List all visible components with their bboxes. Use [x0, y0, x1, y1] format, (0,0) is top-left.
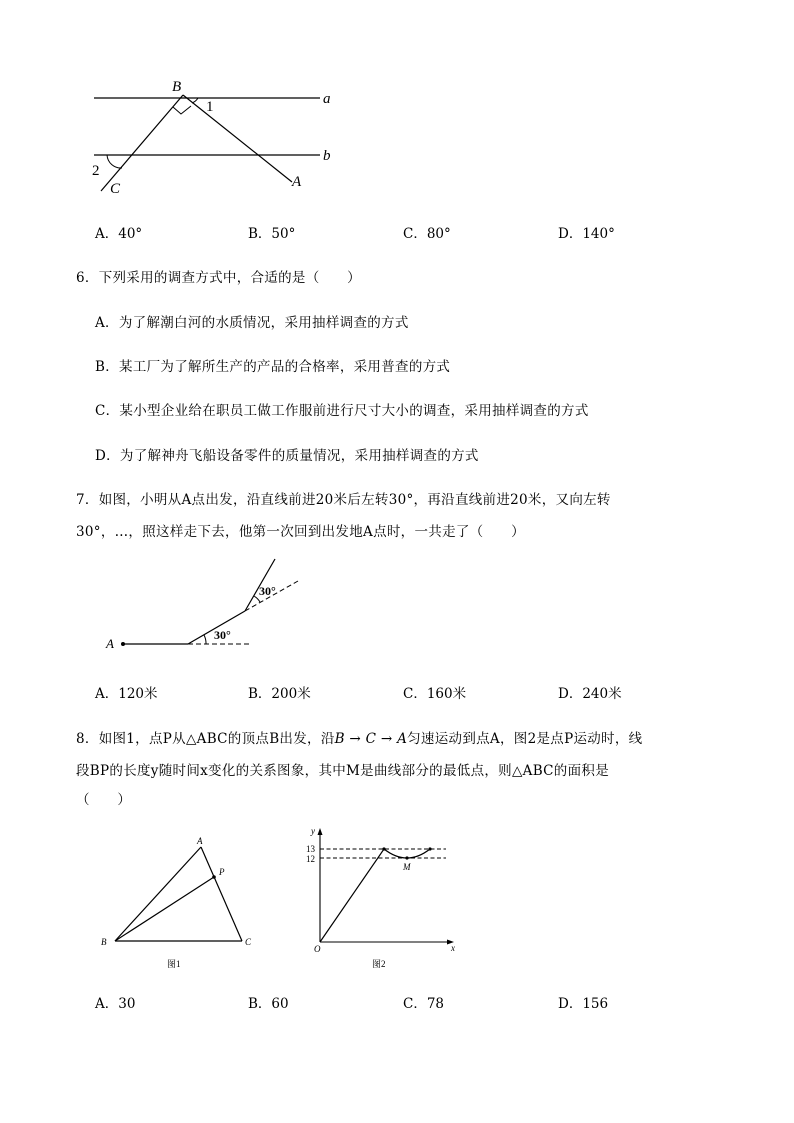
x-axis-label: x	[451, 943, 455, 953]
label-b: b	[323, 148, 331, 164]
angle-1-arc	[192, 98, 198, 103]
q7-option-c[interactable]: C．160米	[403, 686, 467, 702]
segment-BA	[183, 95, 292, 182]
q7-option-b[interactable]: B．200米	[248, 686, 311, 702]
q8-stem-line3: （ ）	[76, 792, 132, 808]
point-P	[212, 875, 216, 879]
q5-option-c[interactable]: C．80°	[403, 226, 451, 242]
q8-option-d[interactable]: D．156	[558, 996, 609, 1012]
q5-option-a[interactable]: A．40°	[95, 226, 143, 242]
q6-option-a[interactable]: A．为了解潮白河的水质情况，采用抽样调查的方式	[95, 315, 409, 331]
q6-stem: 6．下列采用的调查方式中，合适的是（ ）	[76, 270, 361, 286]
q8-option-b[interactable]: B．60	[248, 996, 289, 1012]
figure-2-caption: 图2	[372, 959, 386, 969]
tick-label-12: 12	[306, 854, 315, 864]
angle-2-arc	[107, 155, 122, 168]
q6-option-d[interactable]: D．为了解神舟飞船设备零件的质量情况，采用抽样调查的方式	[95, 448, 479, 464]
origin-label: O	[314, 944, 321, 954]
q7-option-d[interactable]: D．240米	[558, 686, 622, 702]
label-2: 2	[92, 163, 100, 179]
figure-1-caption: 图1	[167, 959, 181, 969]
q7-stem-line1: 7．如图，小明从A点出发，沿直线前进20米后左转30°，再沿直线前进20米，又向左转	[76, 492, 611, 508]
q8-path-notation: B → C → A	[334, 731, 408, 747]
right-angle-mark	[173, 106, 191, 114]
y-axis-arrow	[318, 828, 323, 835]
label-B: B	[172, 79, 182, 95]
distance-time-graph	[300, 822, 470, 972]
q5-option-b[interactable]: B．50°	[248, 226, 296, 242]
q8-stem-line1	[76, 727, 642, 747]
q7-stem-line2: 30°，…，照这样走下去，他第一次回到出发地A点时，一共走了（ ）	[76, 524, 525, 540]
q8-stem-part1: 8．如图1，点P从△ABC的顶点B出发，沿	[76, 731, 335, 747]
segment-BC	[101, 95, 183, 191]
q8-option-c[interactable]: C．78	[403, 996, 445, 1012]
label-1: 1	[206, 99, 214, 115]
label-A: A	[292, 174, 302, 190]
y-axis-label: y	[311, 826, 315, 836]
q5-option-d[interactable]: D．140°	[558, 226, 615, 242]
q8-option-a[interactable]: A．30	[95, 996, 136, 1012]
q6-option-b[interactable]: B．某工厂为了解所生产的产品的合格率，采用普查的方式	[95, 359, 451, 375]
linear-segment	[320, 849, 384, 942]
q7-option-a[interactable]: A．120米	[95, 686, 158, 702]
parallel-lines-figure	[80, 75, 360, 200]
vertex-B-label: B	[101, 937, 107, 947]
angle-label-2: 30°	[259, 584, 276, 598]
side-AC	[201, 847, 242, 941]
q6-option-c[interactable]: C．某小型企业给在职员工做工作服前进行尺寸大小的调查，采用抽样调查的方式	[95, 403, 589, 419]
q8-stem-line2: 段BP的长度y随时间x变化的关系图象，其中M是曲线部分的最低点，则△ABC的面积是	[76, 763, 609, 779]
triangle-figure-1	[95, 833, 265, 973]
angle-label-1: 30°	[214, 628, 231, 642]
point-M-label: M	[403, 862, 411, 872]
label-a: a	[323, 91, 331, 107]
vertex-A-label: A	[197, 836, 203, 846]
point-start-curve	[382, 847, 385, 850]
vertex-C-label: C	[245, 937, 252, 947]
q8-stem-part2: 匀速运动到点A，图2是点P运动时，线	[407, 731, 643, 747]
point-M	[405, 856, 408, 859]
label-C: C	[110, 181, 121, 197]
point-end-curve	[428, 847, 431, 850]
point-P-label: P	[219, 867, 225, 877]
walking-path-figure	[100, 555, 310, 660]
tick-label-13: 13	[306, 844, 315, 854]
angle-arc-1	[204, 635, 206, 644]
label-A: A	[106, 636, 114, 651]
